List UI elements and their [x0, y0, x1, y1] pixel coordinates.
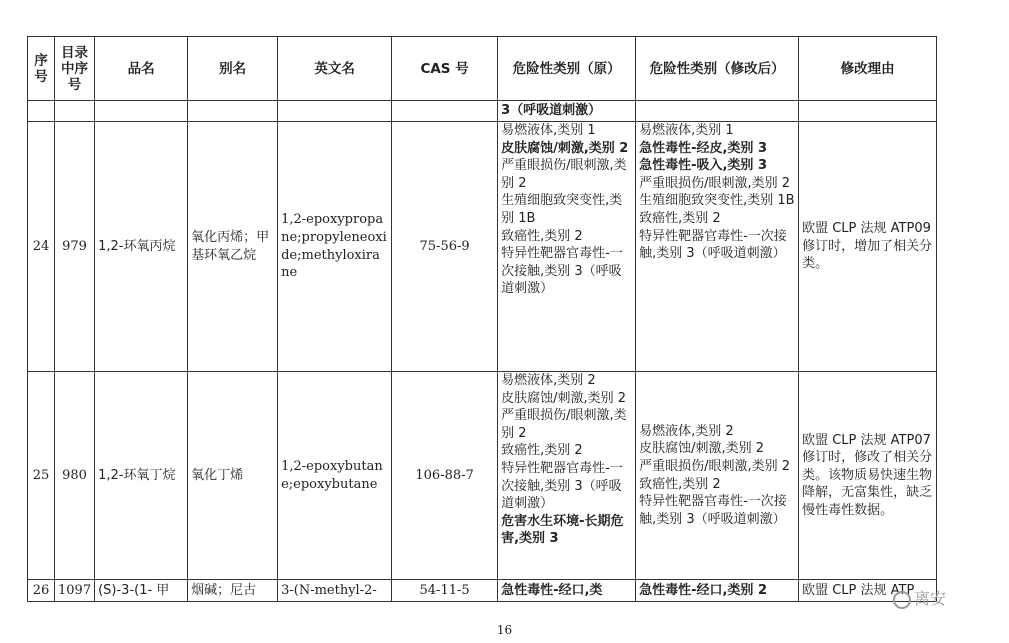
wechat-icon: [893, 591, 911, 609]
col-header-reason: 修改理由: [799, 37, 937, 101]
hazard-line: 生殖细胞致突变性,类别 1B: [639, 193, 795, 209]
row-catalog-seq: 980: [55, 372, 95, 580]
row-reason: 欧盟 CLP 法规 ATP09 修订时，增加了相关分类。: [799, 122, 937, 372]
col-header-catalog-seq: 目录中序号: [55, 37, 95, 101]
row-name: (S)-3-(1- 甲: [95, 580, 188, 602]
row-hazard-orig: [498, 122, 636, 372]
col-header-hazard-mod: 危险性类别（修改后）: [636, 37, 799, 101]
row-hazard-orig: [498, 372, 636, 580]
col-header-english-name: 英文名: [278, 37, 392, 101]
hazard-line: 特异性靶器官毒性-一次接触,类别 3（呼吸道刺激）: [639, 228, 787, 262]
hazard-line: 致癌性,类别 2: [501, 443, 583, 459]
hazard-line: 特异性靶器官毒性-一次接触,类别 3（呼吸道刺激）: [501, 460, 623, 512]
hazard-line: 易燃液体,类别 1: [639, 123, 734, 138]
row-name: 1,2-环氧丙烷: [95, 122, 188, 372]
row-catalog-seq: 979: [55, 122, 95, 372]
hazard-line: 生殖细胞致突变性,类别 1B: [501, 193, 623, 226]
hazard-line: 致癌性,类别 2: [639, 476, 721, 492]
row-cas: 75-56-9: [392, 122, 498, 372]
row-english-name: 1,2-epoxypropane;propyleneoxide;methyloxirane: [278, 122, 392, 372]
row-cas: 54-11-5: [392, 580, 498, 602]
hazard-line: 严重眼损伤/眼刺激,类别 2: [501, 408, 627, 441]
carry-over-hazard-text: 3（呼吸道刺激）: [498, 101, 636, 122]
row-hazard-mod: [636, 580, 799, 602]
watermark: [893, 586, 946, 609]
row-reason: 欧盟 CLP 法规 ATP07 修订时，修改了相关分类。该物质易快速生物降解，无富集性，缺乏慢性毒性数据。: [799, 372, 937, 580]
row-alias: 氧化丙烯；甲基环氧乙烷: [188, 122, 278, 372]
row-alias: 烟碱；尼古: [188, 580, 278, 602]
hazard-line: 易燃液体,类别 1: [501, 123, 596, 138]
row-english-name: 3-(N-methyl-2-: [278, 580, 392, 602]
hazard-line: 皮肤腐蚀/刺激,类别 2: [639, 441, 765, 457]
hazard-line: 急性毒性-吸入,类别 3: [639, 158, 767, 174]
col-header-name: 品名: [95, 37, 188, 101]
hazard-line: 急性毒性-经皮,类别 3: [639, 140, 767, 156]
hazard-line: 易燃液体,类别 2: [501, 373, 596, 388]
carry-over-row: [28, 101, 937, 122]
hazard-line: 特异性靶器官毒性-一次接触,类别 3（呼吸道刺激）: [501, 246, 623, 297]
hazard-line: 急性毒性-经口,类别 2: [639, 582, 767, 598]
hazard-classification-table: [27, 36, 937, 602]
header-row: [28, 37, 937, 101]
hazard-line: 危害水生环境-长期危害,类别 3: [501, 513, 624, 547]
row-alias: 氧化丁烯: [188, 372, 278, 580]
hazard-line: 易燃液体,类别 2: [639, 423, 734, 439]
hazard-line: 特异性靶器官毒性-一次接触,类别 3（呼吸道刺激）: [639, 494, 787, 527]
row-cas: 106-88-7: [392, 372, 498, 580]
row-hazard-mod: [636, 372, 799, 580]
table-row: [28, 372, 937, 580]
hazard-line: 致癌性,类别 2: [639, 210, 721, 226]
row-hazard-orig: [498, 580, 636, 602]
page-number: 16: [496, 623, 513, 637]
hazard-line: 严重眼损伤/眼刺激,类别 2: [639, 175, 791, 191]
hazard-line: 皮肤腐蚀/刺激,类别 2: [501, 390, 627, 406]
col-header-alias: 别名: [188, 37, 278, 101]
row-english-name: 1,2-epoxybutane;epoxybutane: [278, 372, 392, 580]
row-seq: 24: [28, 122, 55, 372]
col-header-hazard-orig: 危险性类别（原）: [498, 37, 636, 101]
table-row: [28, 122, 937, 372]
col-header-cas: CAS 号: [392, 37, 498, 101]
hazard-line: 致癌性,类别 2: [501, 228, 583, 244]
hazard-line: 严重眼损伤/眼刺激,类别 2: [501, 158, 627, 191]
watermark-text: 离安: [914, 589, 947, 608]
row-seq: 25: [28, 372, 55, 580]
hazard-line: 皮肤腐蚀/刺激,类别 2: [501, 140, 629, 156]
row-catalog-seq: 1097: [55, 580, 95, 602]
table-row: [28, 580, 937, 602]
col-header-seq: 序号: [28, 37, 55, 101]
row-seq: 26: [28, 580, 55, 602]
hazard-line: 急性毒性-经口,类: [501, 582, 603, 598]
row-hazard-mod: [636, 122, 799, 372]
row-name: 1,2-环氧丁烷: [95, 372, 188, 580]
row-reason: 欧盟 CLP 法规 ATP: [799, 580, 937, 602]
hazard-line: 严重眼损伤/眼刺激,类别 2: [639, 458, 791, 474]
